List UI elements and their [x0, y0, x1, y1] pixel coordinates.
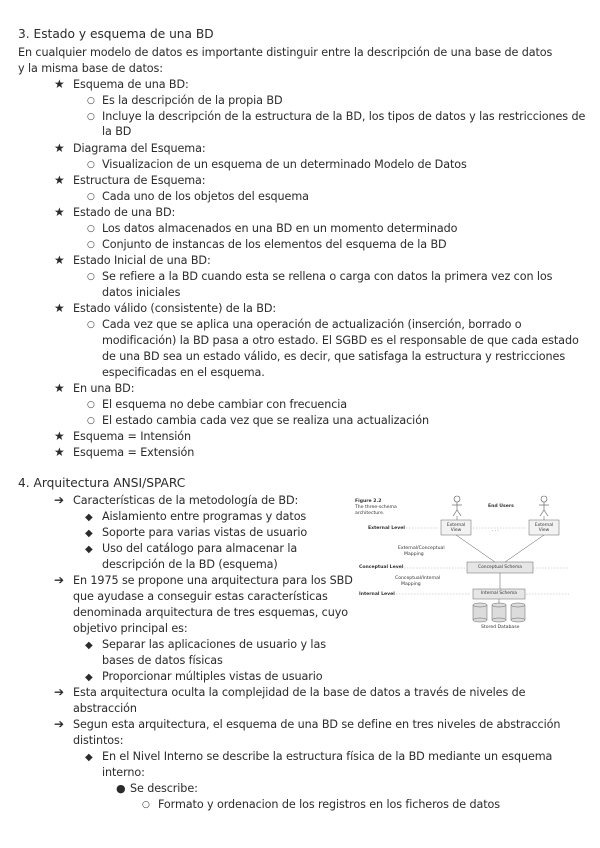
list-item: Estado Inicial de una BD:: [73, 254, 211, 267]
star-bullet-icon: ★: [54, 205, 65, 219]
diamond-bullet-icon: ◆: [85, 512, 93, 523]
section-4-title: 4. Arquitectura ANSI/SPARC: [18, 476, 186, 490]
diamond-bullet-icon: ◆: [85, 672, 93, 683]
star-bullet-icon: ★: [54, 173, 65, 187]
arrow-bullet-icon: ➔: [54, 573, 65, 587]
list-item-cont: distintos:: [73, 734, 124, 747]
list-item-cont: denominada arquitectura de tres esquemas, cuyo: [73, 606, 348, 619]
circle-bullet-icon: ○: [87, 272, 95, 282]
list-subitem-cont: interno:: [102, 766, 145, 779]
three-schema-figure: [355, 490, 575, 640]
list-item: Características de la metodología de BD:: [73, 494, 299, 507]
internal-level-label: Internal Level: [359, 592, 395, 597]
list-subitem: Incluye la descripción de la estructura de la BD, los tipos de datos y las restricciones de: [102, 110, 586, 123]
star-bullet-icon: ★: [54, 381, 65, 395]
circle-bullet-icon: ○: [87, 240, 95, 250]
list-subitem: Los datos almacenados en una BD en un momento determinado: [102, 222, 458, 235]
circle-bullet-icon: ○: [87, 416, 95, 426]
conc-int-mapping-label-2: Mapping: [401, 582, 421, 587]
list-subitem: En el Nivel Interno se describe la estructura física de la BD mediante un esquema: [102, 750, 553, 763]
list-item: Esquema de una BD:: [73, 78, 189, 91]
conc-int-mapping-label: Conceptual/Internal: [395, 576, 441, 581]
star-bullet-icon: ★: [54, 301, 65, 315]
list-item: Esta arquitectura oculta la complejidad de la base de datos a través de niveles de: [73, 686, 526, 699]
figure-caption-line: The three-schema: [355, 505, 397, 510]
list-subitem-cont: la BD: [102, 125, 132, 138]
diamond-bullet-icon: ◆: [85, 528, 93, 539]
external-view-right-label: External View: [534, 523, 554, 533]
circle-bullet-icon: ○: [87, 320, 95, 330]
list-subitem: Separar las aplicaciones de usuario y las: [102, 638, 326, 651]
figure-caption-line: architecture.: [355, 511, 385, 516]
list-subitem: Es la descripción de la propia BD: [102, 94, 283, 107]
external-view-left-label: External View: [446, 523, 466, 533]
stored-database-label: Stored Database: [481, 625, 520, 630]
ellipsis-label: . . .: [492, 528, 500, 533]
list-subitem: Uso del catálogo para almacenar la: [102, 542, 298, 555]
list-item: Estructura de Esquema:: [73, 174, 206, 187]
diamond-bullet-icon: ◆: [85, 752, 93, 763]
arrow-bullet-icon: ➔: [54, 685, 65, 699]
external-level-label: External Level: [368, 526, 405, 531]
star-bullet-icon: ★: [54, 141, 65, 155]
user-left-icon: [452, 496, 462, 516]
circle-bullet-icon: ○: [142, 800, 150, 810]
ext-conc-mapping-label: External/Conceptual: [398, 546, 445, 551]
list-item: Esquema = Extensión: [73, 446, 195, 459]
star-bullet-icon: ★: [54, 253, 65, 267]
star-bullet-icon: ★: [54, 429, 65, 443]
diamond-bullet-icon: ◆: [85, 544, 93, 555]
list-item-cont: objetivo principal es:: [73, 622, 188, 635]
star-bullet-icon: ★: [54, 77, 65, 91]
list-subitem: Aislamiento entre programas y datos: [102, 510, 307, 523]
circle-bullet-icon: ○: [87, 192, 95, 202]
diamond-bullet-icon: ◆: [85, 640, 93, 651]
list-item: Estado de una BD:: [73, 206, 176, 219]
list-item: Segun esta arquitectura, el esquema de una BD se define en tres niveles de abstracción: [73, 718, 561, 731]
arrow-bullet-icon: ➔: [54, 717, 65, 731]
list-subitem-cont: bases de datos físicas: [102, 654, 223, 667]
list-item: Diagrama del Esquema:: [73, 142, 206, 155]
list-item: En 1975 se propone una arquitectura para los SBD: [73, 574, 353, 587]
section-3-title: 3. Estado y esquema de una BD: [18, 27, 214, 41]
conceptual-schema-label: Conceptual Schema: [478, 565, 522, 570]
circle-bullet-icon: ○: [87, 224, 95, 234]
end-users-label: End Users: [488, 504, 514, 509]
intro-line-1: En cualquier modelo de datos es importante distinguir entre la descripción de una base de datos: [18, 46, 553, 59]
circle-bullet-icon: ○: [87, 160, 95, 170]
stored-database-icon: [473, 603, 525, 622]
list-subitem: Cada vez que se aplica una operación de actualización (inserción, borrado o: [102, 318, 522, 331]
list-subitem: El estado cambia cada vez que se realiza una actualización: [102, 414, 429, 427]
figure-caption-title: Figure 2.2: [355, 499, 382, 504]
list-subitem: Conjunto de instancas de los elementos del esquema de la BD: [102, 238, 447, 251]
circle-bullet-icon: ○: [87, 96, 95, 106]
list-subitem-cont: descripción de la BD (esquema): [102, 558, 278, 571]
dot-bullet-icon: ●: [116, 782, 126, 795]
list-subitem: Soporte para varias vistas de usuario: [102, 526, 308, 539]
list-subitem-cont: modificación) la BD pasa a otro estado. El SGBD es el responsable de que cada estado: [102, 334, 579, 347]
star-bullet-icon: ★: [54, 445, 65, 459]
list-subitem-cont: especificadas en el esquema.: [102, 366, 265, 379]
list-subitem-cont: datos iniciales: [102, 286, 181, 299]
list-item-cont: que ayudase a conseguir estas características: [73, 590, 328, 603]
arrow-bullet-icon: ➔: [54, 493, 65, 507]
list-item: Esquema = Intensión: [73, 430, 191, 443]
conceptual-level-label: Conceptual Level: [359, 565, 404, 570]
list-subitem: El esquema no debe cambiar con frecuencia: [102, 398, 348, 411]
list-subsubitem: Se describe:: [130, 782, 198, 795]
intro-line-2: y la misma base de datos:: [18, 62, 163, 75]
list-subitem: Visualizacion de un esquema de un determinado Modelo de Datos: [102, 158, 467, 171]
ext-conc-mapping-label-2: Mapping: [404, 552, 424, 557]
list-subitem: Se refiere a la BD cuando esta se rellena o carga con datos la primera vez con los: [102, 270, 553, 283]
list-item-cont: abstracción: [73, 702, 137, 715]
internal-schema-label: Internal Schema: [481, 591, 517, 596]
circle-bullet-icon: ○: [87, 112, 95, 122]
list-subitem: Proporcionar múltiples vistas de usuario: [102, 670, 323, 683]
list-subitem-cont: de una BD sea un estado válido, es decir, que satisfaga la estructura y restricciones: [102, 350, 566, 363]
circle-bullet-icon: ○: [87, 400, 95, 410]
list-item: En una BD:: [73, 382, 135, 395]
list-subsubsubitem: Formato y ordenacion de los registros en los ficheros de datos: [158, 798, 501, 811]
user-right-icon: [539, 496, 549, 516]
list-item: Estado válido (consistente) de la BD:: [73, 302, 277, 315]
list-subitem: Cada uno de los objetos del esquema: [102, 190, 309, 203]
